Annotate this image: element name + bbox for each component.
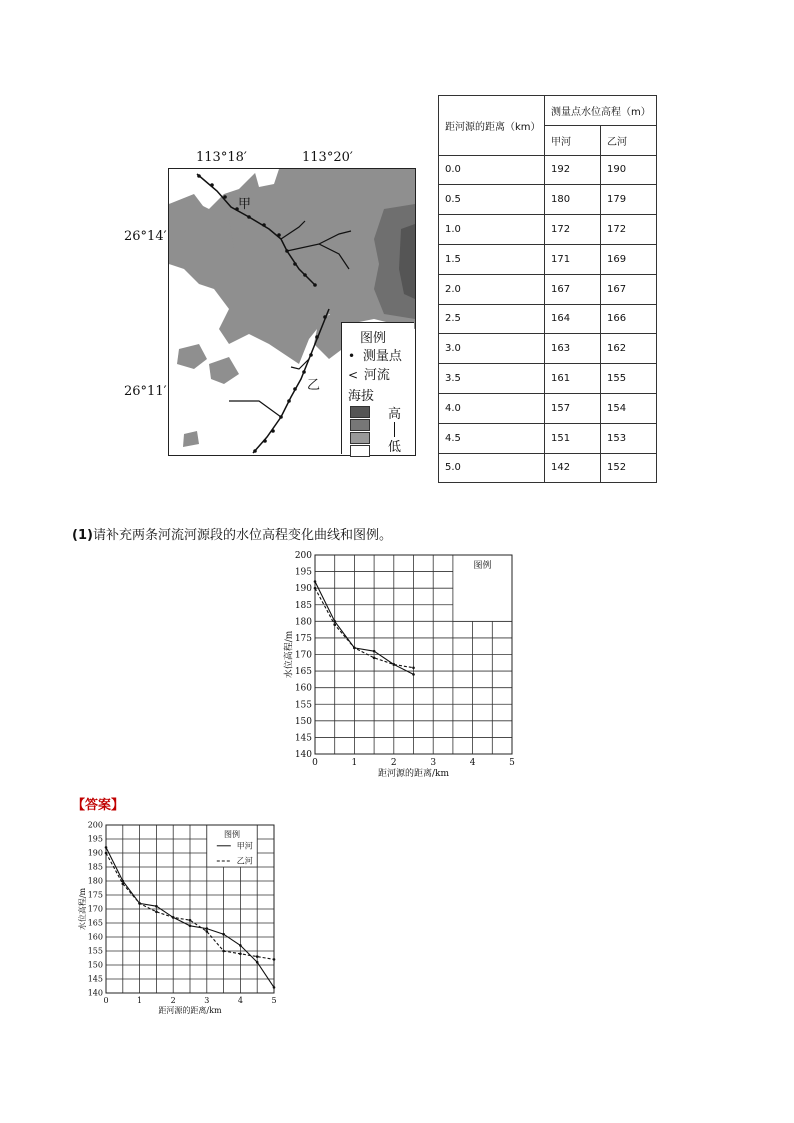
y-tick-label: 155 xyxy=(87,946,103,956)
x-tick-label: 2 xyxy=(170,996,176,1005)
table-row xyxy=(439,215,657,245)
cell-distance: 3.0 xyxy=(439,334,545,364)
table-header-yi: 乙河 xyxy=(601,125,657,155)
series-point-1 xyxy=(314,587,317,590)
cell-jia: 172 xyxy=(545,215,601,245)
y-tick-label: 160 xyxy=(294,683,312,694)
legend-entry-1: 乙河 xyxy=(236,856,253,866)
y-tick-label: 190 xyxy=(294,584,312,595)
swatch-mid-high xyxy=(350,419,370,431)
cell-jia: 161 xyxy=(545,364,601,394)
x-axis-label: 距河源的距离/km xyxy=(158,1006,222,1015)
table-row xyxy=(439,423,657,453)
cell-yi: 190 xyxy=(601,155,657,185)
river-icon: < xyxy=(348,368,359,382)
cell-jia: 163 xyxy=(545,334,601,364)
cell-distance: 5.0 xyxy=(439,453,545,483)
legend-point-row xyxy=(348,345,402,364)
map-latitude-label-2: 26°11′ xyxy=(124,384,167,399)
cell-jia: 164 xyxy=(545,304,601,334)
cell-jia: 157 xyxy=(545,393,601,423)
y-tick-label: 140 xyxy=(294,750,312,760)
water-level-table xyxy=(438,95,657,483)
x-axis-label: 距河源的距离/km xyxy=(377,769,450,779)
cell-yi: 167 xyxy=(601,274,657,304)
series-point-1 xyxy=(239,953,242,956)
table-row xyxy=(439,185,657,215)
series-point-0 xyxy=(239,944,242,947)
legend-high-label: 高 xyxy=(388,407,402,422)
y-axis-label: 水位高程/m xyxy=(78,887,88,931)
x-tick-label: 2 xyxy=(390,758,397,768)
series-point-0 xyxy=(206,927,209,930)
series-point-0 xyxy=(333,620,336,623)
y-tick-label: 140 xyxy=(87,988,103,998)
y-tick-label: 195 xyxy=(294,567,312,578)
x-tick-label: 5 xyxy=(271,996,277,1005)
table-body xyxy=(439,155,657,483)
cell-jia: 192 xyxy=(545,155,601,185)
y-tick-label: 195 xyxy=(87,834,103,844)
question-text: 请补充两条河流河源段的水位高程变化曲线和图例。 xyxy=(92,528,392,543)
table-header-distance: 距河源的距离（km） xyxy=(439,96,545,156)
cell-yi: 169 xyxy=(601,244,657,274)
cell-distance: 1.5 xyxy=(439,244,545,274)
series-point-0 xyxy=(273,986,276,989)
series-point-1 xyxy=(105,852,108,855)
cell-yi: 152 xyxy=(601,453,657,483)
question xyxy=(72,524,392,543)
cell-distance: 0.0 xyxy=(439,155,545,185)
y-tick-label: 150 xyxy=(87,960,103,970)
answer-chart xyxy=(70,818,290,1023)
cell-distance: 4.0 xyxy=(439,393,545,423)
cell-jia: 180 xyxy=(545,185,601,215)
series-line-0 xyxy=(315,582,414,675)
y-tick-label: 165 xyxy=(294,667,312,678)
series-point-0 xyxy=(155,905,158,908)
legend-title: 图例 xyxy=(473,561,492,571)
y-tick-label: 180 xyxy=(87,876,103,886)
x-tick-label: 0 xyxy=(312,758,318,768)
series-point-1 xyxy=(373,657,376,660)
series-point-1 xyxy=(155,911,158,914)
x-tick-label: 3 xyxy=(204,996,210,1005)
y-tick-label: 175 xyxy=(294,633,312,644)
series-point-0 xyxy=(256,961,259,964)
series-line-1 xyxy=(315,588,414,668)
x-tick-label: 1 xyxy=(137,996,143,1005)
y-tick-label: 170 xyxy=(294,650,312,661)
y-tick-label: 185 xyxy=(294,600,312,611)
swatch-high xyxy=(350,406,370,418)
series-point-0 xyxy=(373,650,376,653)
table-header-jia: 甲河 xyxy=(545,125,601,155)
river-yi-label: 乙 xyxy=(307,378,321,393)
y-tick-label: 185 xyxy=(87,862,103,872)
map-longitude-label-1: 113°18′ xyxy=(196,150,247,165)
x-tick-label: 3 xyxy=(430,758,437,768)
table-row xyxy=(439,244,657,274)
y-tick-label: 200 xyxy=(294,551,312,561)
cell-jia: 171 xyxy=(545,244,601,274)
elevation-patch-3 xyxy=(183,431,199,447)
series-point-1 xyxy=(256,955,259,958)
answer-label: 【答案】 xyxy=(72,798,125,813)
cell-yi: 172 xyxy=(601,215,657,245)
swatch-low xyxy=(350,445,370,457)
map-longitude-label-2: 113°20′ xyxy=(302,150,353,165)
y-axis-label: 水位高程/m xyxy=(284,630,295,679)
map-latitude-label-1: 26°14′ xyxy=(124,229,167,244)
y-tick-label: 145 xyxy=(294,733,312,744)
cell-jia: 167 xyxy=(545,274,601,304)
river-yi-trib-2 xyxy=(229,401,281,417)
y-tick-label: 170 xyxy=(87,904,103,914)
series-point-1 xyxy=(222,950,225,953)
series-point-0 xyxy=(105,846,108,849)
cell-jia: 151 xyxy=(545,423,601,453)
series-point-1 xyxy=(412,666,415,669)
cell-yi: 162 xyxy=(601,334,657,364)
cell-yi: 179 xyxy=(601,185,657,215)
table-row xyxy=(439,393,657,423)
series-point-1 xyxy=(138,902,141,905)
series-point-1 xyxy=(172,916,175,919)
series-point-1 xyxy=(393,663,396,666)
table-row xyxy=(439,155,657,185)
river-jia-label: 甲 xyxy=(238,197,252,212)
series-point-0 xyxy=(189,925,192,928)
series-point-1 xyxy=(273,958,276,961)
cell-jia: 142 xyxy=(545,453,601,483)
x-tick-label: 0 xyxy=(103,996,109,1005)
cell-yi: 166 xyxy=(601,304,657,334)
y-tick-label: 145 xyxy=(87,974,103,984)
cell-distance: 0.5 xyxy=(439,185,545,215)
x-tick-label: 4 xyxy=(469,758,476,768)
point-icon: • xyxy=(348,349,356,363)
table-row xyxy=(439,274,657,304)
question-chart xyxy=(270,548,530,788)
table-header-group: 测量点水位高程（m） xyxy=(545,96,657,126)
series-point-1 xyxy=(206,930,209,933)
series-point-1 xyxy=(353,647,356,650)
y-tick-label: 155 xyxy=(294,700,312,711)
y-tick-label: 165 xyxy=(87,918,103,928)
y-tick-label: 180 xyxy=(294,617,312,628)
y-tick-label: 200 xyxy=(87,820,103,830)
table-row xyxy=(439,364,657,394)
legend-elevation-title: 海拔 xyxy=(348,389,375,404)
x-tick-label: 4 xyxy=(237,996,243,1005)
table-row xyxy=(439,334,657,364)
y-tick-label: 175 xyxy=(87,890,103,900)
question-number: (1) xyxy=(72,528,93,543)
legend-title: 图例 xyxy=(224,830,240,839)
legend-river-label: 河流 xyxy=(363,368,390,383)
cell-distance: 4.5 xyxy=(439,423,545,453)
series-point-1 xyxy=(122,883,125,886)
map-legend xyxy=(341,322,414,454)
cell-distance: 1.0 xyxy=(439,215,545,245)
legend-range-line xyxy=(394,422,395,437)
series-point-1 xyxy=(333,623,336,626)
elevation-patch-2 xyxy=(209,357,239,384)
cell-distance: 2.5 xyxy=(439,304,545,334)
series-point-0 xyxy=(222,933,225,936)
cell-yi: 154 xyxy=(601,393,657,423)
series-point-0 xyxy=(412,673,415,676)
cell-distance: 3.5 xyxy=(439,364,545,394)
series-point-1 xyxy=(189,919,192,922)
cell-distance: 2.0 xyxy=(439,274,545,304)
x-tick-label: 1 xyxy=(351,758,358,768)
table-row xyxy=(439,304,657,334)
elevation-patch-1 xyxy=(177,344,207,369)
series-point-0 xyxy=(314,580,317,583)
legend-entry-0: 甲河 xyxy=(236,841,253,851)
swatch-mid xyxy=(350,432,370,444)
legend-low-label: 低 xyxy=(388,440,402,455)
x-tick-label: 5 xyxy=(509,758,515,768)
cell-yi: 153 xyxy=(601,423,657,453)
y-tick-label: 190 xyxy=(87,848,103,858)
map-legend-title: 图例 xyxy=(360,331,387,346)
y-tick-label: 160 xyxy=(87,932,103,942)
legend-point-label: 测量点 xyxy=(362,349,402,364)
legend-river-row xyxy=(348,364,390,383)
table-row xyxy=(439,453,657,483)
y-tick-label: 150 xyxy=(294,716,312,727)
cell-yi: 155 xyxy=(601,364,657,394)
